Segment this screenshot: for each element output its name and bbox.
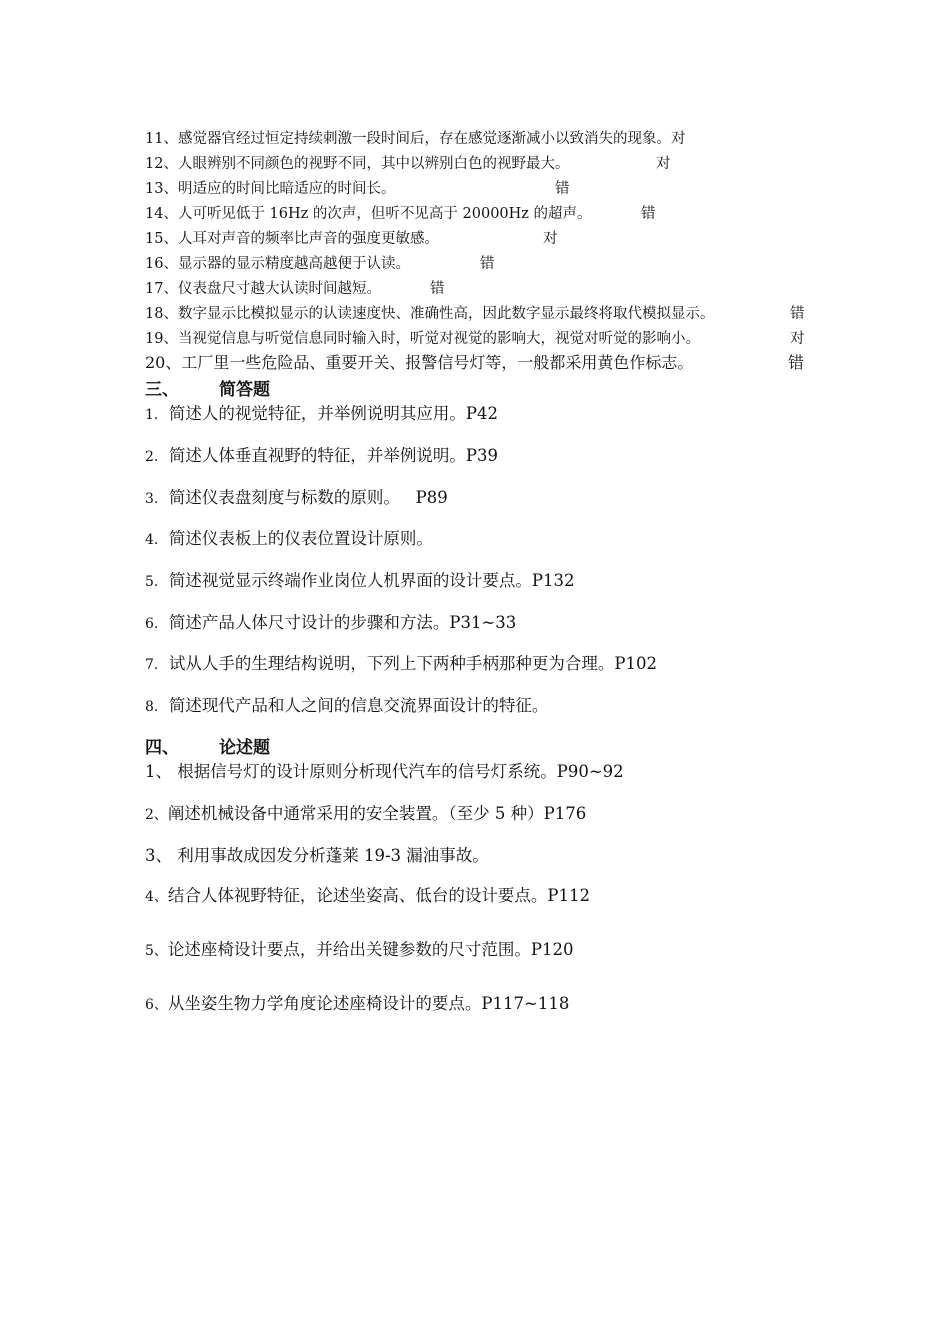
question-item (145, 400, 498, 424)
statement-text: 17、仪表盘尺寸越大认读时间越短。 (145, 281, 381, 297)
statement-answer: 错 (788, 353, 805, 372)
question-text: 阐述机械设备中通常采用的安全装置。（至少 5 种）P176 (167, 804, 587, 823)
question-text: 简述现代产品和人之间的信息交流界面设计的特征。 (168, 696, 549, 715)
statement-text: 16、显示器的显示精度越高越便于认读。 (145, 256, 410, 272)
question-item (145, 525, 433, 549)
question-number: 1. (145, 407, 159, 423)
question-number: 5、 (145, 943, 168, 959)
question-text: 简述视觉显示终端作业岗位人机界面的设计要点。P132 (168, 571, 575, 590)
question-number: 4. (145, 532, 159, 548)
section-heading-essay (145, 733, 270, 758)
statement-answer: 错 (480, 256, 495, 272)
essay-item (145, 990, 569, 1014)
question-item (145, 650, 657, 674)
question-number: 2. (145, 449, 159, 465)
question-number: 2、 (145, 807, 168, 823)
judgement-line-16 (145, 252, 410, 273)
question-text: 试从人手的生理结构说明，下列上下两种手柄那种更为合理。P102 (168, 654, 657, 673)
statement-answer: 对 (670, 131, 686, 147)
question-text: 根据信号灯的设计原则分析现代汽车的信号灯系统。P90~92 (172, 762, 624, 781)
question-text: 简述人体垂直视野的特征，并举例说明。P39 (168, 446, 498, 465)
judgement-line-18 (145, 302, 714, 323)
question-number: 6、 (145, 997, 168, 1013)
question-item (145, 442, 498, 466)
statement-answer: 错 (430, 281, 445, 297)
question-number: 5. (145, 574, 159, 590)
statement-text: 20、工厂里一些危险品、重要开关、报警信号灯等，一般都采用黄色作标志。 (145, 353, 694, 372)
question-text: 论述座椅设计要点，并给出关键参数的尺寸范围。P120 (167, 940, 574, 959)
judgement-line-15 (145, 227, 439, 248)
statement-answer: 错 (790, 306, 805, 322)
question-number: 7. (145, 657, 159, 673)
statement-answer: 对 (656, 156, 671, 172)
question-text: 简述仪表盘刻度与标数的原则。 P89 (168, 488, 448, 507)
statement-answer: 对 (543, 231, 558, 247)
statement-text: 14、人可听见低于 16Hz 的次声，但听不见高于 20000Hz 的超声。 (145, 206, 592, 222)
question-number: 3. (145, 491, 159, 507)
judgement-line-12 (145, 152, 569, 173)
question-text: 简述产品人体尺寸设计的步骤和方法。P31~33 (168, 613, 517, 632)
section-heading-short-answer (145, 375, 270, 400)
essay-item (145, 936, 574, 960)
question-item (145, 692, 548, 716)
question-number: 1、 (145, 762, 172, 781)
statement-text: 15、人耳对声音的频率比声音的强度更敏感。 (145, 231, 439, 247)
question-text: 利用事故成因发分析蓬莱 19-3 漏油事故。 (172, 846, 489, 865)
judgement-line-19 (145, 327, 700, 348)
section-title: 简答题 (219, 380, 270, 400)
essay-item (145, 842, 489, 866)
section-number: 三、 (145, 380, 179, 400)
statement-answer: 错 (641, 206, 656, 222)
statement-text: 13、明适应的时间比暗适应的时间长。 (145, 181, 396, 197)
statement-text: 12、人眼辨别不同颜色的视野不同，其中以辨别白色的视野最大。 (145, 156, 570, 172)
judgement-line-13 (145, 177, 395, 198)
judgement-line-17 (145, 277, 381, 298)
statement-answer: 错 (555, 181, 570, 197)
question-item (145, 567, 574, 591)
statement-text: 19、当视觉信息与听觉信息同时输入时，听觉对视觉的影响大，视觉对听觉的影响小。 (145, 331, 700, 347)
question-item (145, 609, 516, 633)
judgement-line-11 (145, 127, 685, 148)
question-number: 3、 (145, 846, 172, 865)
statement-text: 11、感觉器官经过恒定持续刺激一段时间后，存在感觉逐渐减小以致消失的现象。 (145, 131, 671, 147)
statement-text: 18、数字显示比模拟显示的认读速度快、准确性高，因此数字显示最终将取代模拟显示。 (145, 306, 715, 322)
essay-item (145, 758, 624, 782)
question-text: 从坐姿生物力学角度论述座椅设计的要点。P117~118 (167, 994, 570, 1013)
question-number: 6. (145, 616, 159, 632)
section-number: 四、 (145, 738, 179, 758)
statement-answer: 对 (790, 331, 805, 347)
section-title: 论述题 (219, 738, 270, 758)
question-item (145, 484, 448, 508)
question-text: 简述仪表板上的仪表位置设计原则。 (168, 529, 433, 548)
judgement-line-20 (145, 350, 693, 373)
question-text: 简述人的视觉特征，并举例说明其应用。P42 (168, 404, 498, 423)
question-number: 8. (145, 699, 159, 715)
question-number: 4、 (145, 889, 168, 905)
essay-item (145, 800, 586, 824)
question-text: 结合人体视野特征，论述坐姿高、低台的设计要点。P112 (167, 886, 591, 905)
judgement-line-14 (145, 202, 592, 223)
essay-item (145, 882, 590, 906)
